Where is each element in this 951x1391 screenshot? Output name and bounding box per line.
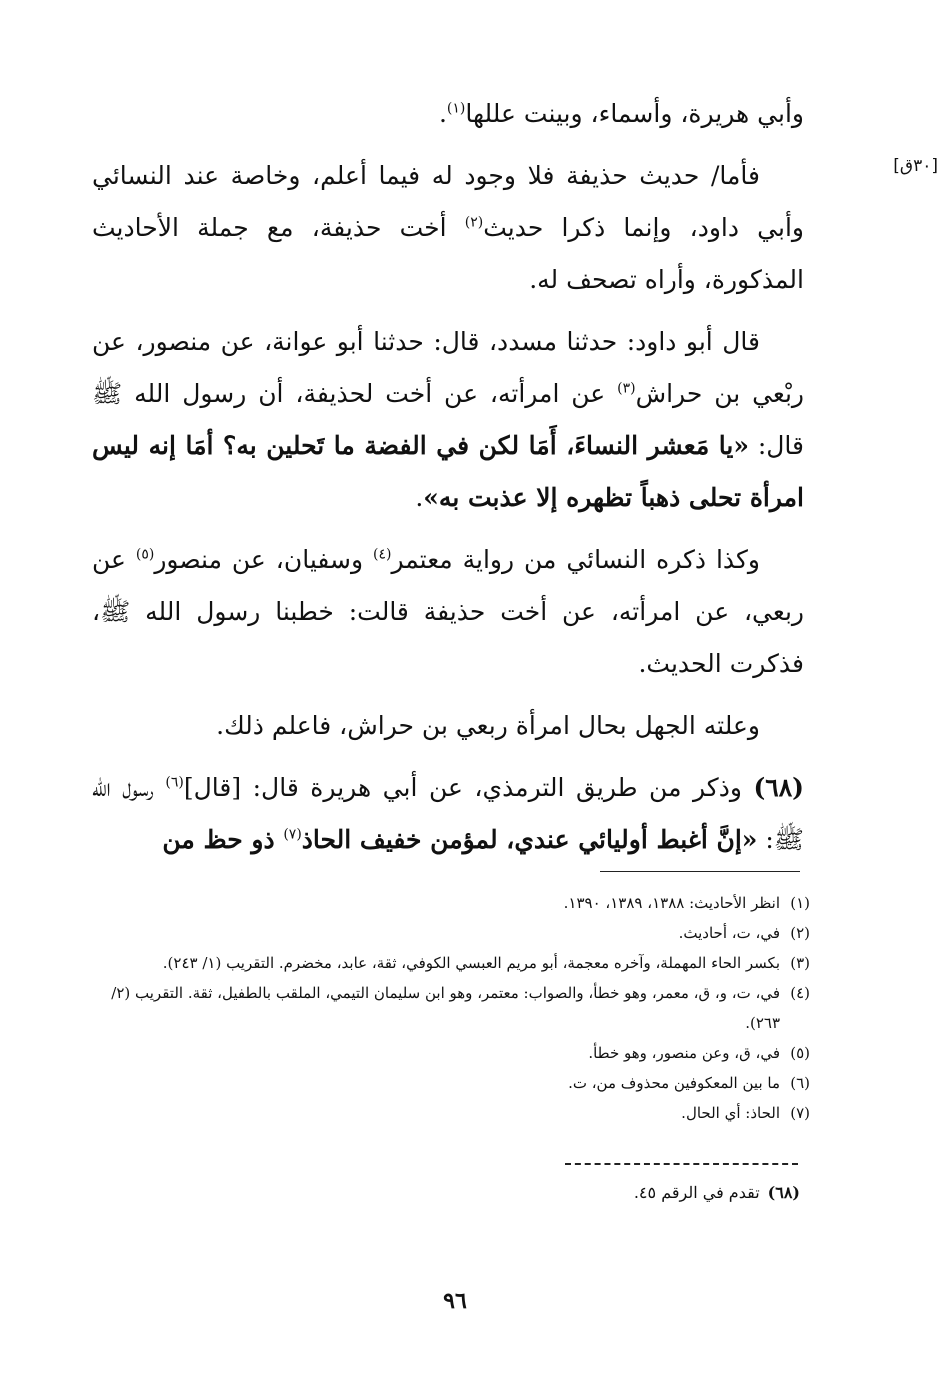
footnote-number: (٧) xyxy=(790,1104,810,1122)
footnote-number: (٥) xyxy=(790,1044,810,1062)
footnote-ref-1: (١) xyxy=(446,100,466,117)
paragraph-1 xyxy=(92,88,804,140)
footnote-number: (١) xyxy=(790,894,810,912)
footnote-text: الحاذ: أي الحال. xyxy=(681,1104,780,1122)
paragraph-3-text-a: قال أبو داود: حدثنا مسدد، قال: حدثنا أبو عوانة، عن منصور، عن ربْعي بن حراش xyxy=(92,327,804,408)
paragraph-5 xyxy=(92,700,804,752)
cross-ref-separator xyxy=(565,1163,798,1165)
footnote-ref-4: (٤) xyxy=(372,546,392,563)
paragraph-6-text-a: وذكر من طريق الترمذي، عن أبي هريرة قال: [قال] xyxy=(183,773,754,802)
cross-ref-number: (٦٨) xyxy=(767,1183,800,1202)
footnote xyxy=(110,948,810,978)
main-text xyxy=(92,88,804,876)
footnote-text: بكسر الحاء المهملة، وآخره معجمة، أبو مريم العبسي الكوفي، ثقة، عابد، مخضرم. التقريب (١/ ٢٤٣). xyxy=(162,954,780,972)
hadith-number: (٦٨) xyxy=(753,773,804,802)
footnote xyxy=(110,1068,810,1098)
margin-folio-note: [٣٠ق] xyxy=(893,156,938,176)
footnote-ref-5: (٥) xyxy=(135,546,155,563)
footnote xyxy=(110,1038,810,1068)
cross-reference xyxy=(400,1178,800,1208)
paragraph-3-text-b: عن امرأته، عن أخت لحذيفة، أن رسول الله ﷺ قال: xyxy=(92,379,804,460)
paragraph-5-text: وعلته الجهل بحال امرأة ربعي بن حراش، فاعلم ذلك. xyxy=(216,711,760,740)
hadith-quote-2-continued: ذو حظ من xyxy=(162,825,284,854)
footnote-text: في، ت، و، ق، معمر، وهو خطأ، والصواب: معتمر، وهو ابن سليمان التيمي، الملقب بالطفيل، ثقة. التقريب (٢/ ٢٦٣). xyxy=(111,984,780,1032)
footnote-number: (٢) xyxy=(790,924,810,942)
footnotes xyxy=(110,888,810,1128)
paragraph-6 xyxy=(92,762,804,866)
paragraph-4-text-c: عن ربعي، عن امرأته، عن أخت حذيفة قالت: خطبنا رسول الله ﷺ، فذكرت الحديث. xyxy=(92,545,804,678)
paragraph-3-tail: . xyxy=(415,483,424,512)
paragraph-2-text-b: أخت حذيفة، مع جملة الأحاديث المذكورة، وأراه تصحف له. xyxy=(92,213,804,294)
hadith-quote-2: «إنَّ أغبط أوليائي عندي، لمؤمن خفيف الحاذ xyxy=(301,825,758,854)
footnote xyxy=(110,978,810,1038)
footnote-number: (٣) xyxy=(790,954,810,972)
paragraph-1-text: وأبي هريرة، وأسماء، وبينت عللها xyxy=(465,99,804,128)
footnote-number: (٦) xyxy=(790,1074,810,1092)
footnote-text: في، ق، وعن منصور، وهو خطأ. xyxy=(588,1044,780,1062)
paragraph-2-text-a: فأما/ حديث حذيفة فلا وجود له فيما أعلم، وخاصة عند النسائي وأبي داود، وإنما ذكرا حديث xyxy=(92,161,804,242)
footnote xyxy=(110,1098,810,1128)
footnote-ref-2: (٢) xyxy=(464,214,484,231)
footnote-text: انظر الأحاديث: ١٣٨٨، ١٣٨٩، ١٣٩٠. xyxy=(563,894,780,912)
footnote xyxy=(110,918,810,948)
footnote-text: ما بين المعكوفين محذوف من، ت. xyxy=(568,1074,780,1092)
hadith-quote-1: «يا مَعشر النساءَ، أَمَا لكن في الفضة ما تَحلين به؟ أمَا إنه ليس امرأة تحلى ذهباً تظهره إلا عذبت به» xyxy=(92,431,804,512)
paragraph-4 xyxy=(92,534,804,690)
paragraph-3 xyxy=(92,316,804,524)
footnote-ref-6: (٦) xyxy=(165,774,184,791)
page-number: ٩٦ xyxy=(443,1288,467,1314)
footnote-text: في، ت، أحاديث. xyxy=(678,924,780,942)
paragraph-1-tail: . xyxy=(438,99,447,128)
cross-ref-text: تقدم في الرقم ٤٥. xyxy=(633,1183,760,1202)
paragraph-4-text-a: وكذا ذكره النسائي من رواية معتمر xyxy=(391,545,760,574)
paragraph-6-text-b: رسول الله ﷺ: xyxy=(92,773,804,854)
footnote-number: (٤) xyxy=(790,984,810,1002)
footnote-ref-3: (٣) xyxy=(617,380,636,397)
footnote xyxy=(110,888,810,918)
paragraph-4-text-b: وسفيان، عن منصور xyxy=(154,545,373,574)
footnote-separator xyxy=(600,871,800,872)
footnote-ref-7: (٧) xyxy=(283,826,302,843)
paragraph-2 xyxy=(92,150,804,306)
